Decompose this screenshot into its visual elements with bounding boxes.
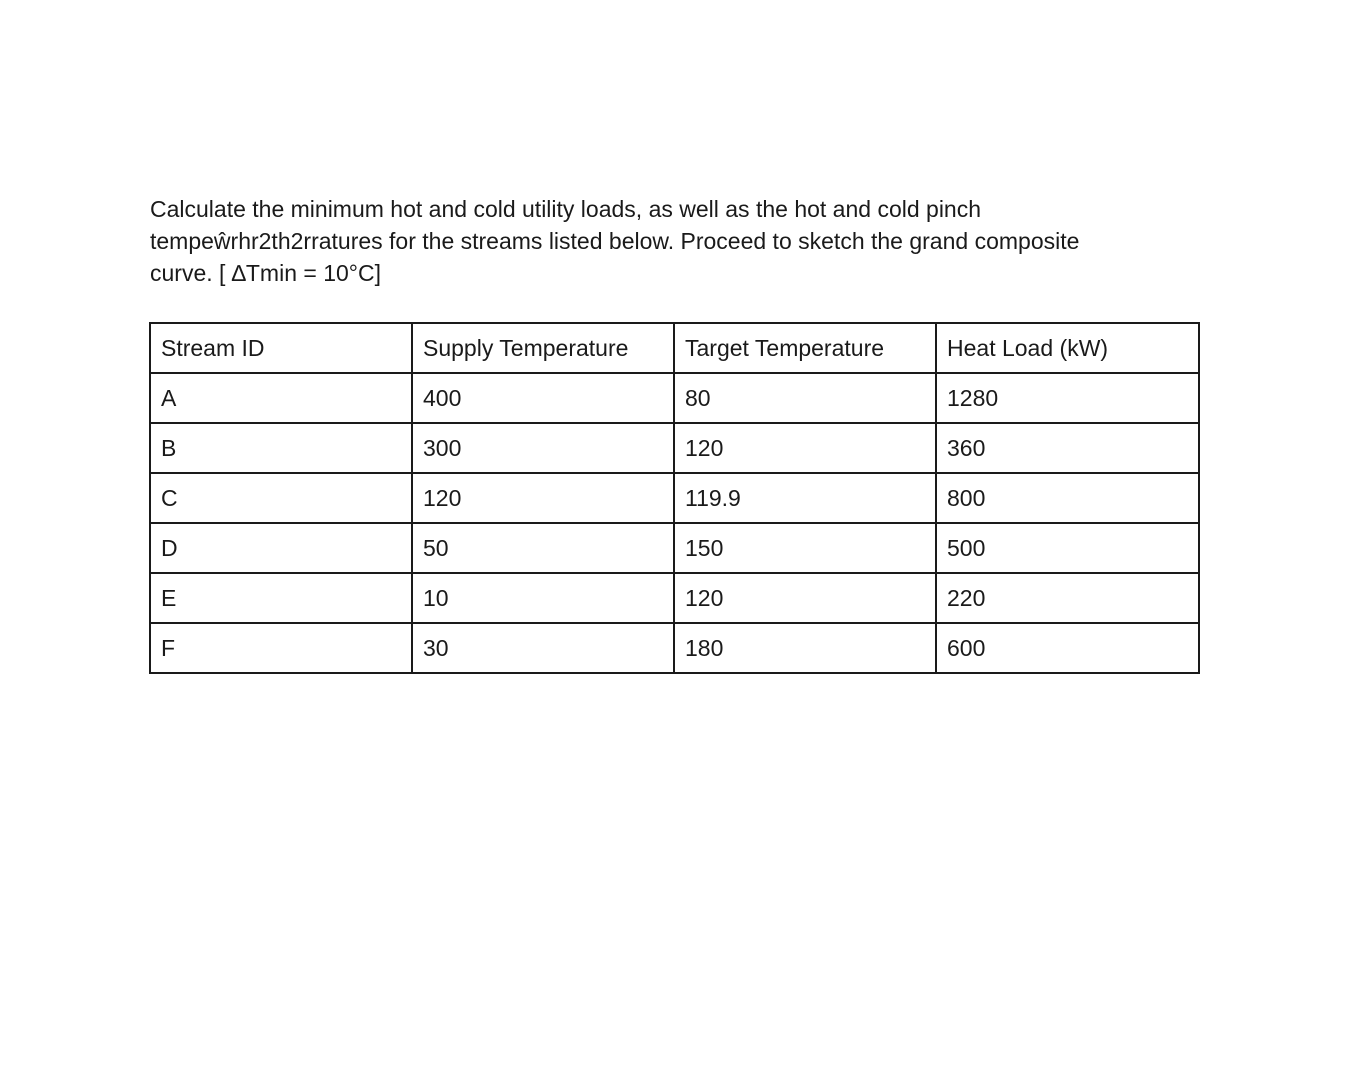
cell-supply-temperature: 400	[412, 373, 674, 423]
cell-heat-load: 800	[936, 473, 1199, 523]
table-row	[150, 523, 1199, 573]
cell-stream-id: A	[150, 373, 412, 423]
cell-supply-temperature: 300	[412, 423, 674, 473]
table-row	[150, 623, 1199, 673]
cell-supply-temperature: 30	[412, 623, 674, 673]
cell-target-temperature: 180	[674, 623, 936, 673]
table-header-row	[150, 323, 1199, 373]
header-target-temperature: Target Temperature	[674, 323, 936, 373]
cell-supply-temperature: 50	[412, 523, 674, 573]
table-row	[150, 373, 1199, 423]
cell-target-temperature: 80	[674, 373, 936, 423]
cell-target-temperature: 119.9	[674, 473, 936, 523]
cell-heat-load: 1280	[936, 373, 1199, 423]
header-supply-temperature: Supply Temperature	[412, 323, 674, 373]
question-line-1: Calculate the minimum hot and cold utility loads, as well as the hot and cold pinch	[150, 196, 982, 222]
cell-stream-id: E	[150, 573, 412, 623]
cell-heat-load: 360	[936, 423, 1199, 473]
cell-supply-temperature: 120	[412, 473, 674, 523]
cell-target-temperature: 120	[674, 423, 936, 473]
cell-heat-load: 600	[936, 623, 1199, 673]
cell-supply-temperature: 10	[412, 573, 674, 623]
cell-stream-id: B	[150, 423, 412, 473]
cell-heat-load: 500	[936, 523, 1199, 573]
cell-stream-id: C	[150, 473, 412, 523]
cell-stream-id: F	[150, 623, 412, 673]
table-row	[150, 423, 1199, 473]
streams-table	[149, 322, 1200, 674]
question-line-3: curve. [ ∆Tmin = 10°C]	[150, 260, 381, 286]
cell-target-temperature: 150	[674, 523, 936, 573]
question-line-2: tempeŵrhr2th2rratures for the streams listed below. Proceed to sketch the grand composite	[150, 228, 1080, 254]
cell-target-temperature: 120	[674, 573, 936, 623]
cell-heat-load: 220	[936, 573, 1199, 623]
question-text	[150, 193, 1210, 289]
table-row	[150, 573, 1199, 623]
cell-stream-id: D	[150, 523, 412, 573]
header-stream-id: Stream ID	[150, 323, 412, 373]
table-row	[150, 473, 1199, 523]
header-heat-load: Heat Load (kW)	[936, 323, 1199, 373]
